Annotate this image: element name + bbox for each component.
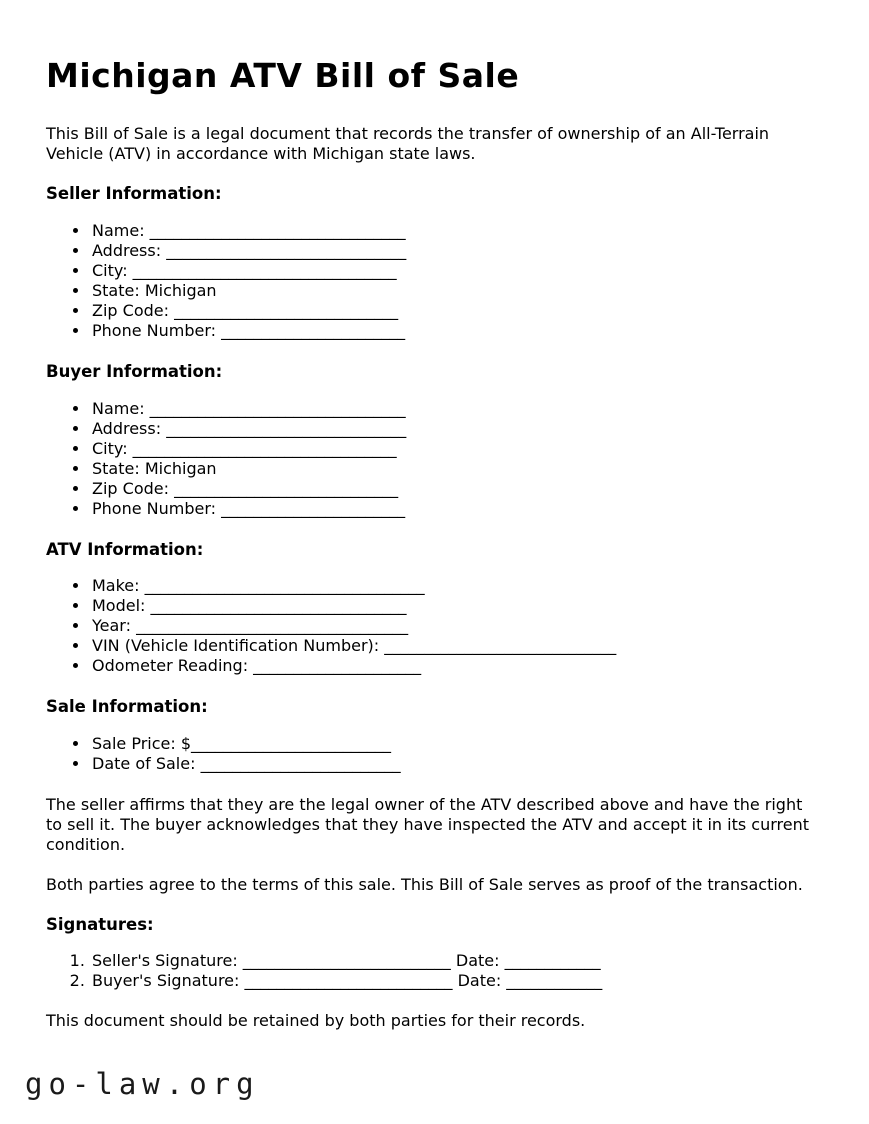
- seller-info-list: [46, 221, 823, 341]
- atv-info-list: [46, 576, 823, 676]
- affirmation-paragraph: The seller affirms that they are the legal owner of the ATV described above and have the right to sell it. The buyer acknowledges that they have inspected the ATV and accept it in its current condition.: [46, 794, 810, 854]
- seller-state-field: • State: Michigan: [90, 281, 823, 301]
- signatures-heading: Signatures:: [46, 914, 154, 934]
- seller-phone-field: • Phone Number: _______________________: [90, 321, 823, 341]
- atv-make-field: • Make: ___________________________________: [90, 576, 823, 596]
- buyer-info-heading: Buyer Information:: [46, 361, 223, 381]
- sale-info-list: [46, 734, 823, 774]
- atv-model-field: • Model: ________________________________: [90, 596, 823, 616]
- seller-city-field: • City: _________________________________: [90, 261, 823, 281]
- seller-info-heading: Seller Information:: [46, 184, 222, 204]
- buyer-signature-line: 2. Buyer's Signature: __________________________ Date: ____________: [90, 971, 823, 991]
- atv-year-field: • Year: __________________________________: [90, 616, 823, 636]
- buyer-zip-field: • Zip Code: ____________________________: [90, 479, 823, 499]
- seller-signature-line: 1. Seller's Signature: __________________________ Date: ____________: [90, 951, 823, 971]
- buyer-phone-field: • Phone Number: _______________________: [90, 499, 823, 519]
- footer-brand: go-law.org: [25, 1066, 260, 1101]
- signatures-list: [46, 951, 823, 991]
- agreement-paragraph: Both parties agree to the terms of this sale. This Bill of Sale serves as proof of the transaction.: [46, 874, 803, 894]
- atv-vin-field: • VIN (Vehicle Identification Number): _____________________________: [90, 636, 823, 656]
- seller-address-field: • Address: ______________________________: [90, 241, 823, 261]
- retention-note: This document should be retained by both parties for their records.: [46, 1011, 586, 1031]
- buyer-address-field: • Address: ______________________________: [90, 419, 823, 439]
- atv-odometer-field: • Odometer Reading: _____________________: [90, 656, 823, 676]
- seller-zip-field: • Zip Code: ____________________________: [90, 301, 823, 321]
- sale-info-heading: Sale Information:: [46, 697, 208, 717]
- buyer-city-field: • City: _________________________________: [90, 439, 823, 459]
- seller-name-field: • Name: ________________________________: [90, 221, 823, 241]
- document-title: Michigan ATV Bill of Sale: [46, 56, 520, 95]
- sale-price-field: • Sale Price: $_________________________: [90, 734, 823, 754]
- buyer-state-field: • State: Michigan: [90, 459, 823, 479]
- atv-info-heading: ATV Information:: [46, 539, 204, 559]
- sale-date-field: • Date of Sale: _________________________: [90, 754, 823, 774]
- buyer-name-field: • Name: ________________________________: [90, 399, 823, 419]
- buyer-info-list: [46, 399, 823, 519]
- intro-paragraph: This Bill of Sale is a legal document that records the transfer of ownership of an All-Terrain Vehicle (ATV) in accordance with Michigan state laws.: [46, 124, 770, 164]
